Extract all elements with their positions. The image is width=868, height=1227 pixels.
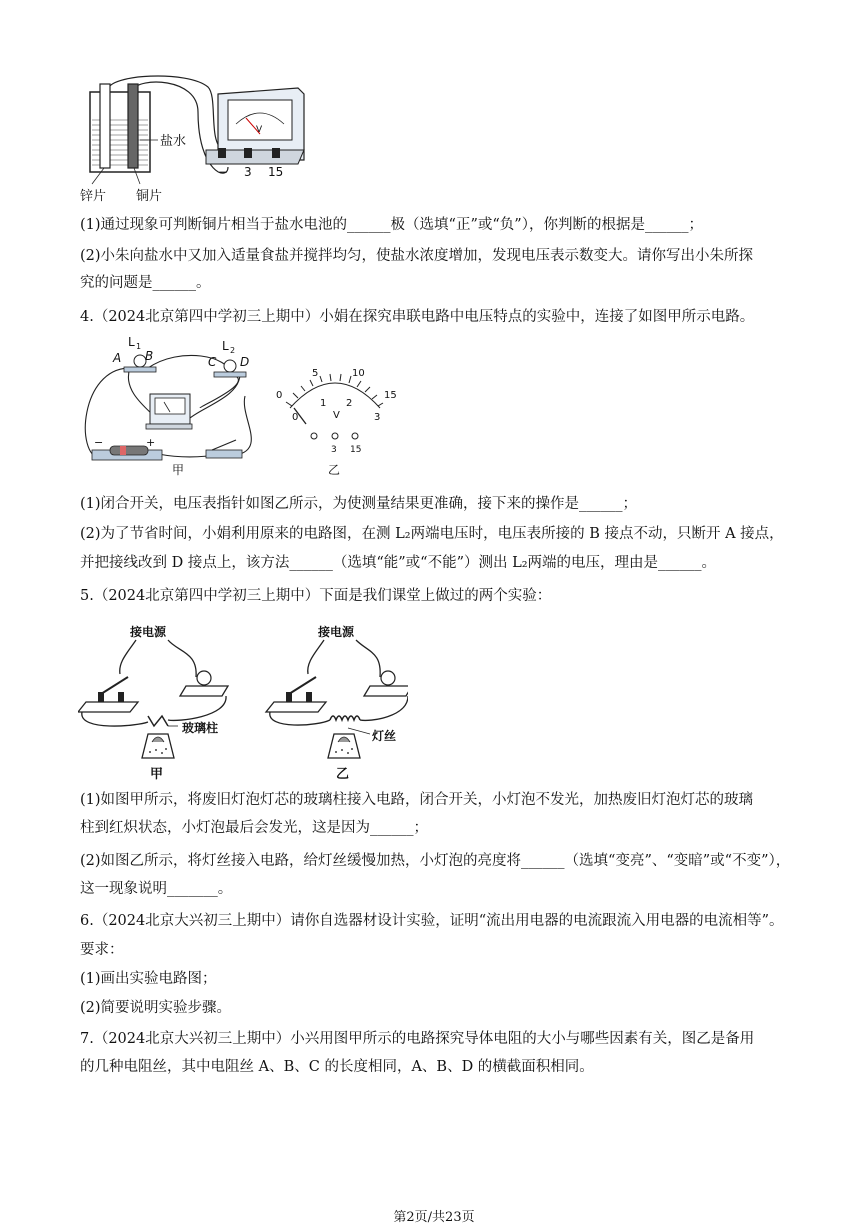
q4-part2-line2: 并把接线改到 D 接点上，该方法______（选填“能”或“不能”）测出 L₂两端的电压，理由是______。: [80, 555, 717, 571]
label-zinc: 锌片: [80, 189, 107, 204]
terminal-3: 3: [244, 165, 252, 179]
q6-requirements: 要求：: [80, 942, 124, 958]
q5-part2-line2: 这一现象说明_______。: [80, 881, 233, 897]
dial-terminal-15: 15: [350, 445, 362, 455]
label-power-left: 接电源: [130, 625, 167, 639]
label-L1-sub: 1: [136, 342, 142, 351]
label-A: A: [113, 351, 122, 365]
battery-plus: +: [146, 436, 156, 449]
dial-bottom-2: 2: [346, 398, 353, 409]
label-yi-q5: 乙: [336, 767, 350, 782]
label-filament: 灯丝: [372, 729, 397, 743]
dial-top-0: 0: [276, 390, 283, 401]
label-L2-sub: 2: [230, 346, 236, 355]
figure-q5-experiments: [78, 622, 408, 782]
dial-bottom-3: 3: [374, 412, 381, 423]
q6-req1: (1)画出实验电路图；: [80, 971, 217, 987]
q3-part2-line1: (2)小朱向盐水中又加入适量食盐并搅拌均匀，使盐水浓度增加，发现电压表示数变大。请你写出小朱所探: [80, 248, 754, 264]
meter-unit: V: [256, 125, 263, 135]
figure-saltwater-battery: [78, 72, 318, 207]
label-glass-rod: 玻璃柱: [182, 721, 219, 735]
dial-bottom-0: 0: [292, 412, 299, 423]
q7-line1: 7.（2024北京大兴初三上期中）小兴用图甲所示的电路探究导体电阻的大小与哪些因素有关，图乙是备用: [80, 1031, 755, 1047]
dial-unit: V: [333, 410, 340, 421]
dial-terminal-3: 3: [331, 445, 337, 455]
q5-part2-line1: (2)如图乙所示，将灯丝接入电路，给灯丝缓慢加热，小灯泡的亮度将______（选填“变亮”、“变暗”或“不变”），: [80, 853, 791, 869]
q4-part2-line1: (2)为了节省时间，小娟利用原来的电路图，在测 L₂两端电压时，电压表所接的 B 接点不动，只断开 A 接点，: [80, 526, 784, 542]
label-D: D: [240, 355, 250, 369]
q7-line2: 的几种电阻丝，其中电阻丝 A、B、C 的长度相同，A、B、D 的横截面积相同。: [80, 1059, 594, 1075]
dial-bottom-1: 1: [320, 398, 327, 409]
label-copper: 铜片: [136, 189, 163, 204]
label-L1: L: [128, 336, 135, 349]
q3-part2-line2: 究的问题是______。: [80, 275, 211, 291]
q4-stem: 4.（2024北京第四中学初三上期中）小娟在探究串联电路中电压特点的实验中，连接了如图甲所示电路。: [80, 309, 755, 325]
label-L2: L: [222, 339, 229, 353]
terminal-minus: −: [218, 165, 229, 179]
label-jia-q4: 甲: [172, 463, 185, 476]
q5-stem: 5.（2024北京第四中学初三上期中）下面是我们课堂上做过的两个实验：: [80, 588, 552, 604]
label-yi-q4: 乙: [328, 463, 341, 476]
label-saltwater: 盐水: [160, 134, 187, 149]
label-jia-q5: 甲: [150, 767, 164, 782]
q5-part1-line1: (1)如图甲所示，将废旧灯泡灯芯的玻璃柱接入电路，闭合开关，小灯泡不发光，加热废旧灯泡灯芯的玻璃: [80, 792, 754, 808]
dial-top-10: 10: [352, 368, 365, 379]
q6-stem: 6.（2024北京大兴初三上期中）请你自选器材设计实验，证明“流出用电器的电流跟流入用电器的电流相等”。: [80, 913, 784, 929]
dial-top-15: 15: [384, 390, 397, 401]
battery-minus: −: [94, 436, 104, 449]
label-C: C: [208, 355, 217, 369]
terminal-15: 15: [268, 165, 284, 179]
figure-q4-circuit: [80, 336, 410, 476]
label-B: B: [145, 349, 154, 363]
dial-top-5: 5: [312, 368, 319, 379]
q6-req2: (2)简要说明实验步骤。: [80, 1000, 232, 1016]
label-power-right: 接电源: [318, 625, 355, 639]
q3-part1: (1)通过现象可判断铜片相当于盐水电池的______极（选填“正”或“负”），你判断的根据是______；: [80, 217, 703, 233]
page-footer: 第2页/共23页: [393, 1210, 475, 1225]
q4-part1: (1)闭合开关，电压表指针如图乙所示，为使测量结果更准确，接下来的操作是______；: [80, 496, 638, 512]
q5-part1-line2: 柱到红炽状态，小灯泡最后会发光，这是因为______；: [80, 820, 428, 836]
